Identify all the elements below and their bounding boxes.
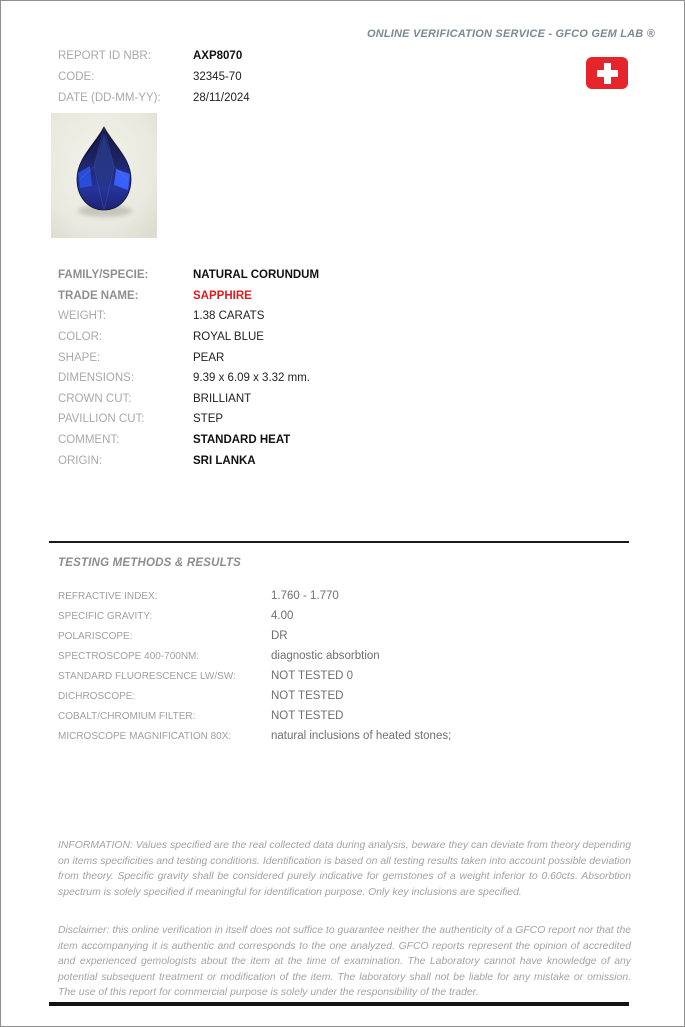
color-label: COLOR: — [58, 331, 103, 344]
shape-label: SHAPE: — [58, 351, 101, 364]
date-value: 28/11/2024 — [193, 91, 250, 104]
origin-value: SRI LANKA — [193, 454, 256, 467]
family-row — [58, 265, 319, 286]
dichroscope-value: NOT TESTED — [271, 690, 344, 702]
microscope-row — [58, 726, 451, 746]
cobalt-filter-row — [58, 706, 451, 726]
testing-section — [58, 586, 451, 746]
information-paragraph: INFORMATION: Values specified are the real collected data during analysis, beware they can deviate from theory depending on items specificities and testing conditions. Identification is based on all testing results taken into account possible deviation from theory. Specific gravity shall be considered purely indicative for gemstones of a weight inferior to 0.60cts. Absorbtion spectrum is solely specified if meaningful for identification purpose. Only key inclusions are specified. — [58, 840, 631, 898]
fluorescence-value: NOT TESTED 0 — [271, 670, 354, 682]
cobalt-filter-value: NOT TESTED — [271, 710, 344, 722]
microscope-label: MICROSCOPE MAGNIFICATION 80X: — [58, 730, 232, 742]
pavillion-cut-row — [58, 409, 319, 430]
polariscope-row — [58, 626, 451, 646]
gemstone-photo — [51, 113, 157, 238]
shape-value: PEAR — [193, 351, 225, 364]
pavillion-cut-label: PAVILLION CUT: — [58, 413, 145, 426]
spectroscope-value: diagnostic absorbtion — [271, 650, 380, 662]
polariscope-label: POLARISCOPE: — [58, 630, 133, 642]
refractive-index-row — [58, 586, 451, 606]
trade-name-row — [58, 286, 319, 307]
page-title: ONLINE VERIFICATION SERVICE - GFCO GEM LAB ® — [366, 28, 655, 40]
family-label: FAMILY/SPECIE: — [58, 269, 149, 282]
testing-section-title: TESTING METHODS & RESULTS — [58, 557, 242, 569]
disclaimer-paragraph: Disclaimer: this online verification in itself does not suffice to guarantee neither the authenticity of a GFCO report nor that the item accompanying it is authentic and corresponds to the one analyzed. GFCO reports represent the opinion of accredited and experienced gemologists about the item at the time of examination. The Laboratory cannot have knowledge of any potential subsequent treatment or modification of the item. The laboratory shall not be liable for any mistake or omission. The use of this report for commercial purpose is solely under the responsibility of the trader. — [58, 925, 631, 998]
refractive-index-label: REFRACTIVE INDEX: — [58, 590, 158, 602]
fluorescence-label: STANDARD FLUORESCENCE LW/SW: — [58, 670, 236, 682]
swiss-cross-horizontal — [597, 70, 618, 77]
dimensions-label: DIMENSIONS: — [58, 372, 135, 385]
specific-gravity-label: SPECIFIC GRAVITY: — [58, 610, 153, 622]
report-id-row — [58, 45, 250, 66]
dichroscope-row — [58, 686, 451, 706]
family-value: NATURAL CORUNDUM — [193, 269, 320, 282]
weight-value: 1.38 CARATS — [193, 310, 265, 323]
crown-cut-row — [58, 389, 319, 410]
date-label: DATE (DD-MM-YY): — [58, 91, 161, 104]
comment-label: COMMENT: — [58, 434, 120, 447]
code-row — [58, 66, 250, 87]
dichroscope-label: DICHROSCOPE: — [58, 690, 136, 702]
trade-name-value: SAPPHIRE — [193, 289, 252, 302]
origin-label: ORIGIN: — [58, 454, 103, 467]
shape-row — [58, 347, 319, 368]
sapphire-image — [51, 113, 157, 238]
specific-gravity-row — [58, 606, 451, 626]
spectroscope-row — [58, 646, 451, 666]
report-meta — [58, 45, 250, 108]
trade-name-label: TRADE NAME: — [58, 289, 139, 302]
microscope-value: natural inclusions of heated stones; — [271, 730, 452, 742]
pavillion-cut-value: STEP — [193, 413, 224, 426]
origin-row — [58, 450, 319, 471]
cobalt-filter-label: COBALT/CHROMIUM FILTER: — [58, 710, 196, 722]
dimensions-row — [58, 368, 319, 389]
crown-cut-label: CROWN CUT: — [58, 392, 132, 405]
swiss-flag-icon — [586, 57, 628, 89]
section-divider-line — [49, 541, 629, 543]
date-row — [58, 87, 250, 108]
refractive-index-value: 1.760 - 1.770 — [271, 590, 339, 602]
color-row — [58, 327, 319, 348]
bottom-rule — [49, 1002, 629, 1006]
weight-label: WEIGHT: — [58, 310, 106, 323]
crown-cut-value: BRILLIANT — [193, 392, 252, 405]
code-value: 32345-70 — [193, 70, 242, 83]
spectroscope-label: SPECTROSCOPE 400-700NM: — [58, 650, 200, 662]
weight-row — [58, 306, 319, 327]
identification-section — [58, 265, 319, 471]
color-value: ROYAL BLUE — [193, 331, 264, 344]
fluorescence-row — [58, 666, 451, 686]
comment-value: STANDARD HEAT — [193, 434, 291, 447]
report-id-value: AXP8070 — [193, 49, 243, 62]
polariscope-value: DR — [271, 630, 288, 642]
dimensions-value: 9.39 x 6.09 x 3.32 mm. — [193, 372, 310, 385]
report-id-label: REPORT ID NBR: — [58, 49, 151, 62]
specific-gravity-value: 4.00 — [271, 610, 294, 622]
comment-row — [58, 430, 319, 451]
code-label: CODE: — [58, 70, 95, 83]
